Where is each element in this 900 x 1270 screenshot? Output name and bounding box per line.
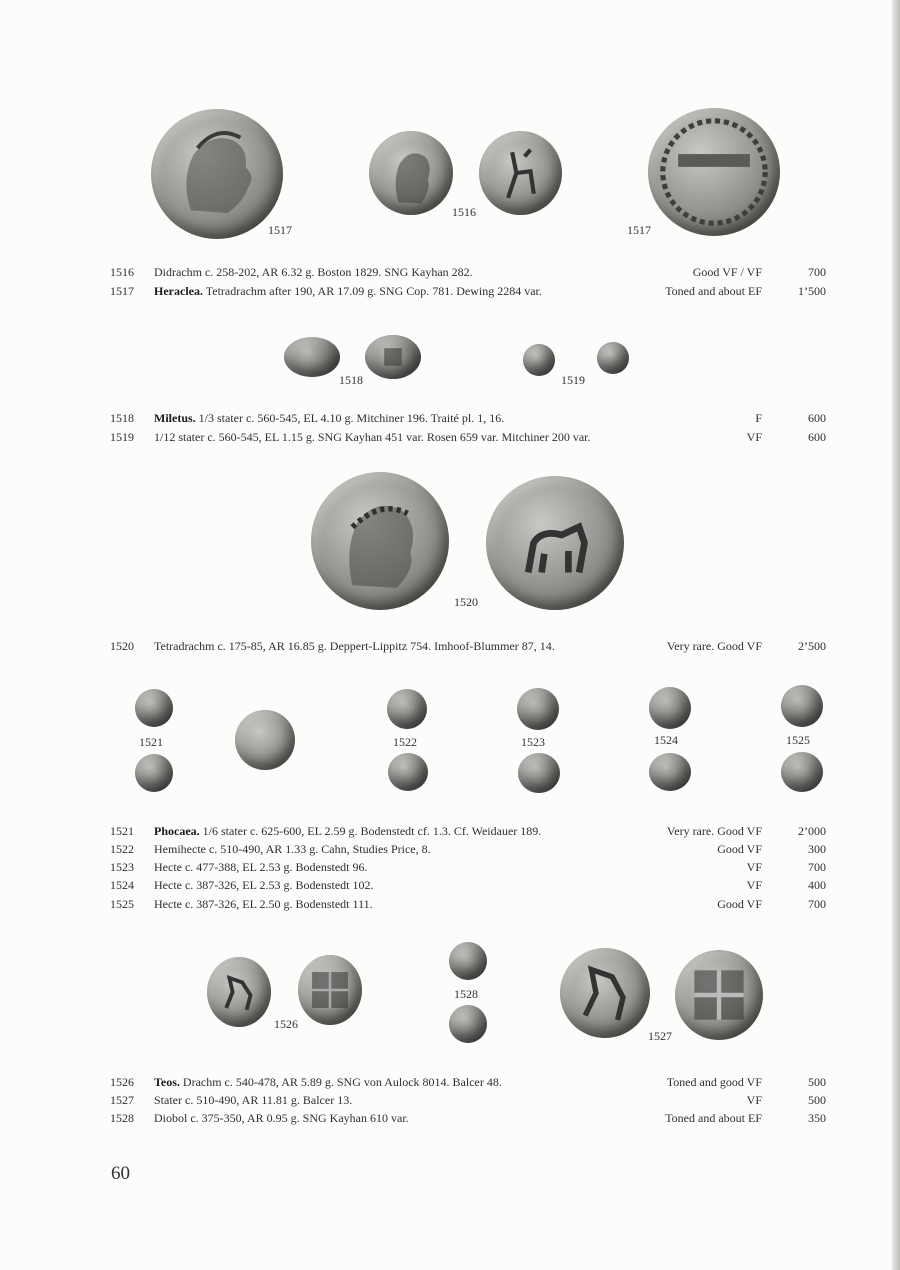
- lot-description: Phocaea. 1/6 stater c. 625-600, EL 2.59 g. Bodenstedt cf. 1.3. Cf. Weidauer 189.: [154, 824, 542, 838]
- coin-1525-obverse: [781, 685, 823, 727]
- lot-condition: VF: [746, 878, 762, 892]
- lot-row: [110, 283, 830, 299]
- page-number: 60: [111, 1163, 130, 1184]
- lot-condition: Toned and about EF: [665, 284, 762, 298]
- coin-label: 1520: [454, 595, 478, 609]
- lot-description: Hemihecte c. 510-490, AR 1.33 g. Cahn, Studies Price, 8.: [154, 842, 431, 856]
- lot-row: [110, 823, 830, 839]
- quadripartite-square-icon: [675, 950, 763, 1040]
- lot-description: Miletus. 1/3 stater c. 560-545, EL 4.10 g. Mitchiner 196. Traité pl. 1, 16.: [154, 411, 505, 425]
- coin-1523-obverse: [517, 688, 559, 730]
- lot-description: Heraclea. Tetradrachm after 190, AR 17.09 g. SNG Cop. 781. Dewing 2284 var.: [154, 284, 542, 298]
- coin-label: 1517: [268, 223, 292, 237]
- lot-description: Tetradrachm c. 175-85, AR 16.85 g. Deppert-Lippitz 754. Imhoof-Blummer 87, 14.: [154, 639, 555, 653]
- lot-description: Teos. Drachm c. 540-478, AR 5.89 g. SNG von Aulock 8014. Balcer 48.: [154, 1075, 502, 1089]
- lot-number: 1523: [110, 860, 134, 874]
- coin-1519-obverse: [523, 344, 555, 376]
- lot-estimate: 600: [808, 430, 826, 444]
- coin-label: 1524: [654, 733, 678, 747]
- lot-number: 1525: [110, 897, 134, 911]
- lot-condition: VF: [746, 1093, 762, 1107]
- coin-1520-obverse-laureate-head: [311, 472, 449, 610]
- coin-1519-reverse: [597, 342, 629, 374]
- lot-row: [110, 264, 830, 280]
- lot-number: 1522: [110, 842, 134, 856]
- lot-estimate: 1’500: [798, 284, 826, 298]
- page-edge: [892, 0, 900, 1270]
- lot-condition: VF: [746, 430, 762, 444]
- coin-label: 1518: [339, 373, 363, 387]
- lot-condition: Very rare. Good VF: [666, 824, 762, 838]
- lot-condition: Good VF / VF: [692, 265, 762, 279]
- lot-description: Hecte c. 387-326, EL 2.53 g. Bodenstedt 102.: [154, 878, 374, 892]
- coin-1517-reverse-wreath: [648, 108, 780, 236]
- lot-row: [110, 429, 830, 445]
- lot-row: [110, 1074, 830, 1090]
- coin-1516-obverse-head: [369, 131, 453, 215]
- lot-row: [110, 859, 830, 875]
- lot-number: 1520: [110, 639, 134, 653]
- coin-1527-reverse-quadripartite: [675, 950, 763, 1040]
- lot-estimate: 300: [808, 842, 826, 856]
- laureate-head-icon: [311, 472, 449, 610]
- coin-1517-obverse-athena-head: [151, 109, 283, 239]
- coin-1527-obverse-griffin: [560, 948, 650, 1038]
- coin-1523-reverse: [518, 753, 560, 793]
- lot-number: 1526: [110, 1075, 134, 1089]
- coin-1526-obverse-griffin: [207, 957, 271, 1027]
- coin-label: 1517: [627, 223, 651, 237]
- lot-row: [110, 1092, 830, 1108]
- lot-row: [110, 410, 830, 426]
- coin-1521-reverse: [135, 754, 173, 792]
- coin-1525-reverse: [781, 752, 823, 792]
- lot-row: [110, 896, 830, 912]
- coin-label: 1526: [274, 1017, 298, 1031]
- lot-row: [110, 638, 830, 654]
- lion-icon: [486, 476, 624, 610]
- lot-number: 1521: [110, 824, 134, 838]
- wreath-icon: [648, 108, 780, 236]
- lot-estimate: 600: [808, 411, 826, 425]
- coin-label: 1525: [786, 733, 810, 747]
- lot-description: Hecte c. 477-388, EL 2.53 g. Bodenstedt 96.: [154, 860, 368, 874]
- lot-condition: Toned and about EF: [665, 1111, 762, 1125]
- lot-estimate: 700: [808, 860, 826, 874]
- coin-1528-obverse: [449, 942, 487, 980]
- lot-number: 1527: [110, 1093, 134, 1107]
- lot-estimate: 350: [808, 1111, 826, 1125]
- lot-number: 1516: [110, 265, 134, 279]
- lot-description: 1/12 stater c. 560-545, EL 1.15 g. SNG Kayhan 451 var. Rosen 659 var. Mitchiner 200 var.: [154, 430, 591, 444]
- griffin-icon: [207, 957, 271, 1027]
- coin-1528-reverse: [449, 1005, 487, 1043]
- coin-1516-reverse-stag: [479, 131, 562, 215]
- lot-estimate: 2’000: [798, 824, 826, 838]
- coin-1526-reverse-quadripartite: [298, 955, 362, 1025]
- lot-number: 1528: [110, 1111, 134, 1125]
- lot-condition: VF: [746, 860, 762, 874]
- lot-number: 1518: [110, 411, 134, 425]
- incuse-punch-icon: [365, 335, 421, 379]
- lot-row: [110, 841, 830, 857]
- coin-label: 1527: [648, 1029, 672, 1043]
- coin-1522-reverse: [388, 753, 428, 791]
- athena-helmet-icon: [151, 109, 283, 239]
- coin-label: 1519: [561, 373, 585, 387]
- coin-label: 1523: [521, 735, 545, 749]
- coin-1520-reverse-lion: [486, 476, 624, 610]
- coin-1522-obverse: [387, 689, 427, 729]
- lot-estimate: 500: [808, 1093, 826, 1107]
- stag-icon: [479, 131, 562, 215]
- coin-1524-obverse: [649, 687, 691, 729]
- lot-description: Hecte c. 387-326, EL 2.50 g. Bodenstedt 111.: [154, 897, 373, 911]
- lot-description: Stater c. 510-490, AR 11.81 g. Balcer 13.: [154, 1093, 353, 1107]
- lot-condition: Good VF: [717, 897, 762, 911]
- lot-estimate: 500: [808, 1075, 826, 1089]
- coin-label: 1521: [139, 735, 163, 749]
- lot-estimate: 2’500: [798, 639, 826, 653]
- lot-row: [110, 1110, 830, 1126]
- coin-1518-obverse: [284, 337, 340, 377]
- lot-condition: Good VF: [717, 842, 762, 856]
- lot-estimate: 400: [808, 878, 826, 892]
- lot-condition: F: [755, 411, 762, 425]
- lot-number: 1517: [110, 284, 134, 298]
- lot-condition: Very rare. Good VF: [666, 639, 762, 653]
- griffin-icon: [560, 948, 650, 1038]
- coin-label: 1516: [452, 205, 476, 219]
- lot-description: Didrachm c. 258-202, AR 6.32 g. Boston 1829. SNG Kayhan 282.: [154, 265, 473, 279]
- lot-condition: Toned and good VF: [666, 1075, 762, 1089]
- coin-1524-reverse: [649, 753, 691, 791]
- lot-row: [110, 877, 830, 893]
- lot-estimate: 700: [808, 265, 826, 279]
- lot-number: 1519: [110, 430, 134, 444]
- coin-label: 1522: [393, 735, 417, 749]
- coin-1518-reverse-punch: [365, 335, 421, 379]
- coin-1521-obverse: [135, 689, 173, 727]
- coin-label: 1528: [454, 987, 478, 1001]
- coin-1521-large-bird: [235, 710, 295, 770]
- lot-description: Diobol c. 375-350, AR 0.95 g. SNG Kayhan 610 var.: [154, 1111, 409, 1125]
- lot-estimate: 700: [808, 897, 826, 911]
- quadripartite-square-icon: [298, 955, 362, 1025]
- lot-number: 1524: [110, 878, 134, 892]
- portrait-head-icon: [369, 131, 453, 215]
